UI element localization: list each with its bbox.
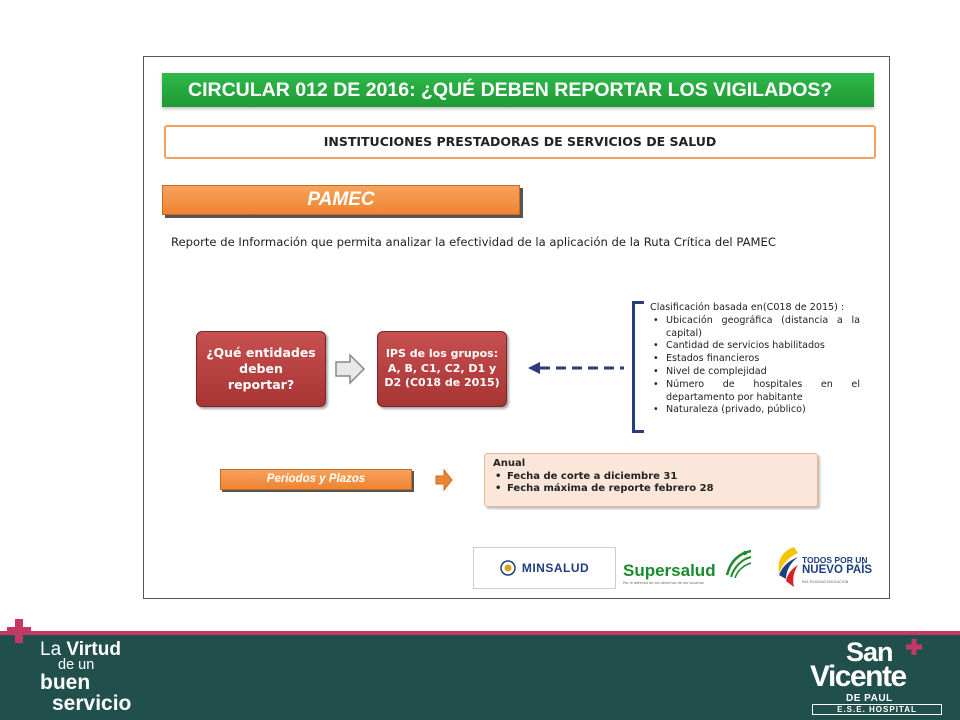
slide-image: [143, 56, 890, 599]
list-item: • Fecha máxima de reporte febrero 28: [493, 483, 809, 496]
supersalud-subtitle: Por la defensa de los derechos de los usuarios: [623, 581, 704, 585]
classification-list: [650, 302, 860, 417]
ips-groups-box: [377, 331, 507, 407]
slogan-line4: servicio: [52, 692, 132, 715]
pais-subtitle: PAZ EQUIDAD EDUCACIÓN: [802, 580, 849, 584]
pais-line2: NUEVO PAÍS: [802, 564, 873, 576]
list-item: • Número de hospitales en el departamento por habitante: [650, 379, 860, 405]
institution-heading: INSTITUCIONES PRESTADORAS DE SERVICIOS DE SALUD: [323, 134, 717, 149]
logo-depaul: DE PAUL: [846, 693, 893, 704]
slogan-line3: buen: [40, 671, 91, 694]
slogan-la: La: [40, 639, 62, 660]
logo-ese-hospital: E.S.E. HOSPITAL: [812, 704, 942, 715]
classification-heading: Clasificación basada en(C018 de 2015) :: [650, 302, 845, 313]
logo-vicente: Vicente: [810, 660, 906, 693]
pais-line1: TODOS POR UN: [802, 555, 868, 565]
question-box: ¿Qué entidades deben reportar?: [196, 331, 326, 407]
orange-arrow-icon: [435, 469, 453, 491]
annual-box: [484, 453, 818, 507]
list-item: • Ubicación geográfica (distancia a la capital): [650, 315, 860, 341]
dashed-left-arrow-icon: [526, 359, 626, 377]
report-description: Reporte de Información que permita analizar la efectividad de la aplicación de la Ruta Crítica del PAMEC: [171, 235, 776, 249]
annual-heading: Anual: [493, 458, 526, 469]
list-item: • Cantidad de servicios habilitados: [650, 340, 860, 353]
list-item: • Estados financieros: [650, 353, 860, 366]
ips-groups: A, B, C1, C2, D1 y D2 (C018 de 2015): [384, 361, 500, 390]
nuevo-pais-text: [802, 555, 872, 575]
minsalud-logo: [473, 547, 616, 589]
plus-icon: [6, 618, 32, 644]
colombia-flag-icon: [774, 545, 802, 589]
supersalud-text: Supersalud: [623, 561, 716, 580]
minsalud-text: MINSALUD: [521, 561, 590, 575]
institution-heading-box: [164, 125, 876, 159]
logo-san: San: [846, 637, 893, 667]
list-item: • Naturaleza (privado, público): [650, 404, 860, 417]
ips-heading: IPS de los grupos:: [385, 347, 499, 361]
coat-of-arms-icon: [500, 560, 516, 576]
slogan-line2: de un: [58, 657, 95, 673]
supersalud-logo: [617, 543, 759, 591]
bracket-icon: [632, 301, 644, 433]
slogan-virtud: Virtud: [66, 639, 121, 660]
list-item: • Nivel de complejidad: [650, 366, 860, 379]
hospital-logo: [806, 637, 946, 717]
right-arrow-icon: [334, 353, 366, 385]
list-item: • Fecha de corte a diciembre 31: [493, 471, 809, 484]
swirl-icon: [721, 547, 755, 581]
logo-plus-icon: [906, 639, 922, 655]
nuevo-pais-logo: [772, 541, 890, 593]
slide-title: CIRCULAR 012 DE 2016: ¿QUÉ DEBEN REPORTAR LOS VIGILADOS?: [162, 73, 874, 107]
pamec-label: PAMEC: [162, 185, 520, 215]
periods-label: Periodos y Plazos: [220, 469, 412, 490]
